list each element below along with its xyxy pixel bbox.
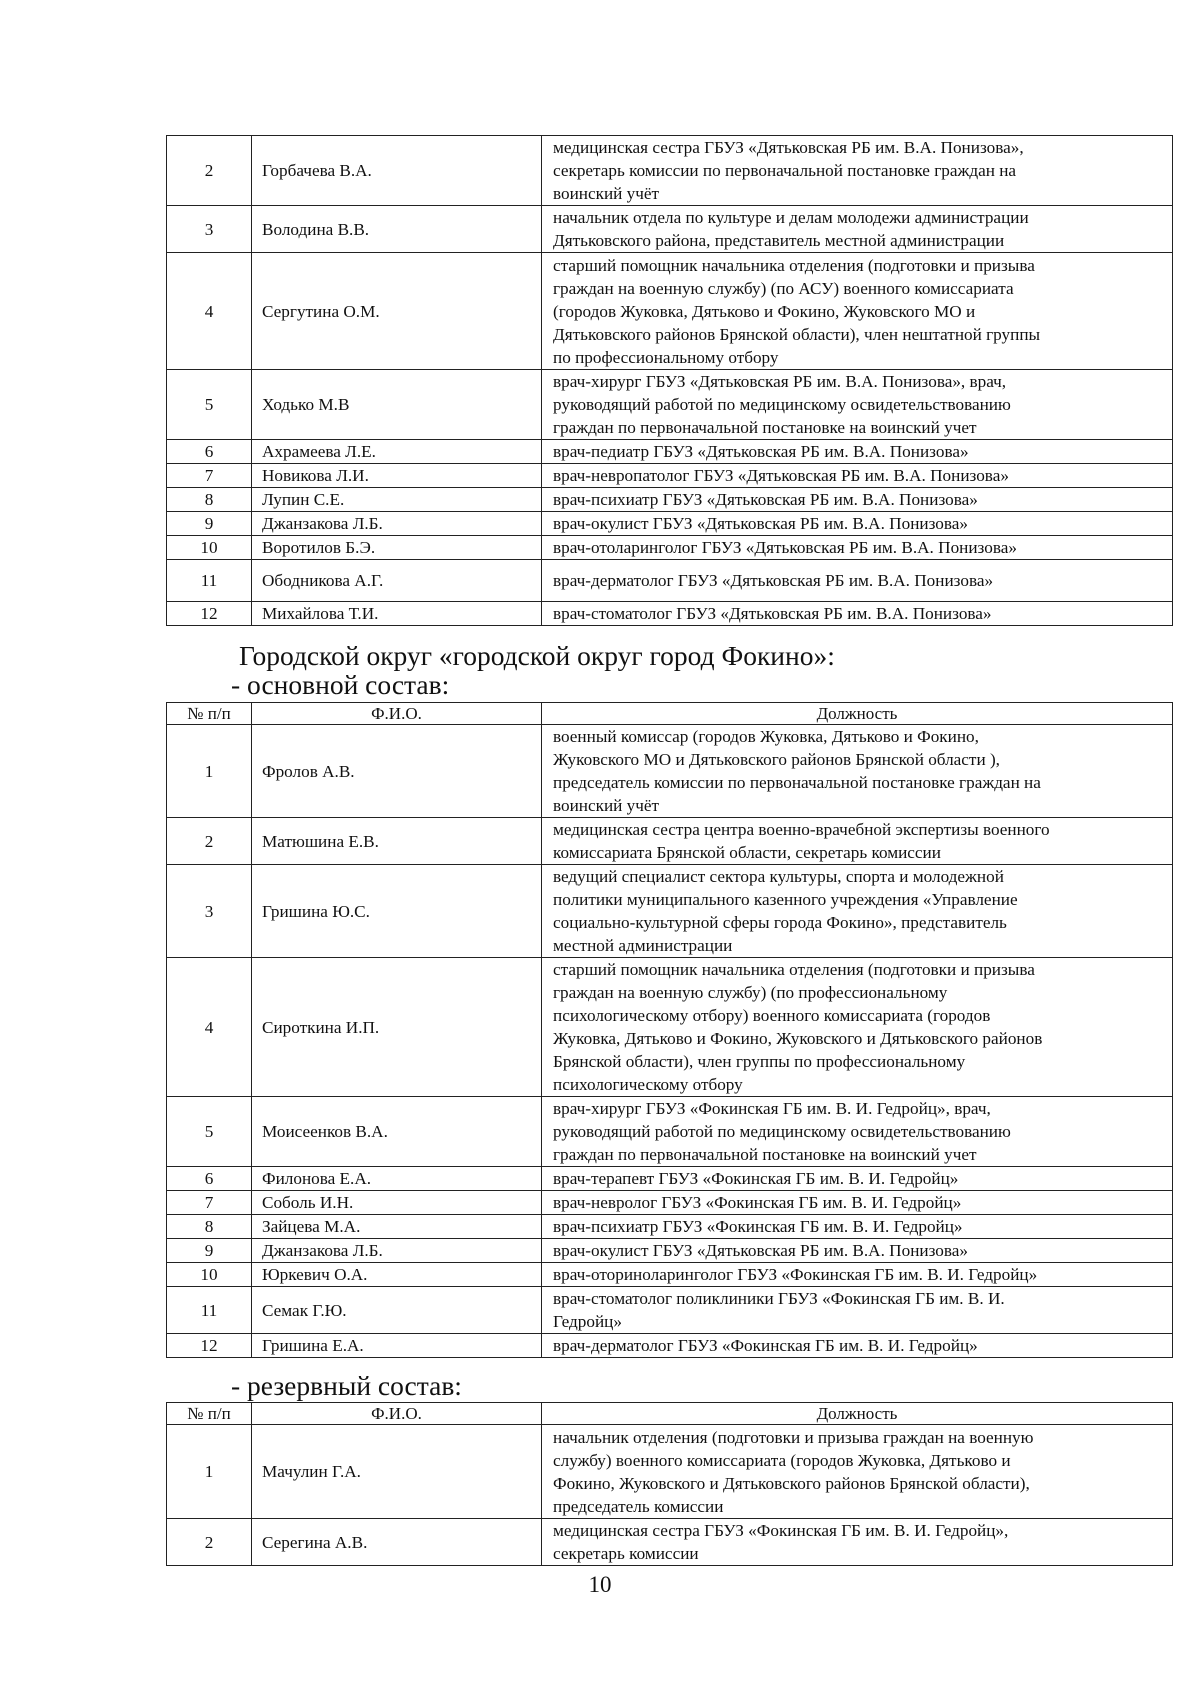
person-name: Воротилов Б.Э. — [252, 536, 542, 560]
person-name: Гришина Е.А. — [252, 1334, 542, 1358]
position-line: врач-стоматолог ГБУЗ «Дятьковская РБ им. В.А. Понизова» — [553, 604, 992, 623]
position-cell — [542, 1425, 1173, 1519]
header-position: Должность — [542, 1403, 1173, 1425]
personnel-table-top — [166, 135, 1173, 626]
table-row — [167, 1239, 1173, 1263]
position-line: врач-окулист ГБУЗ «Дятьковская РБ им. В.А. Понизова» — [553, 514, 968, 533]
row-number: 2 — [167, 136, 252, 206]
main-composition-label: - основной состав: — [231, 669, 450, 700]
table-row — [167, 818, 1173, 865]
position-line: Жуковского МО и Дятьковского районов Брянской области ), — [553, 750, 1000, 769]
personnel-table-main — [166, 702, 1173, 1358]
position-line: врач-педиатр ГБУЗ «Дятьковская РБ им. В.А. Понизова» — [553, 442, 969, 461]
row-number: 4 — [167, 958, 252, 1097]
position-line: ведущий специалист сектора культуры, спорта и молодежной — [553, 867, 1004, 886]
position-cell — [542, 725, 1173, 818]
position-cell — [542, 1334, 1173, 1358]
table-row — [167, 865, 1173, 958]
table-row — [167, 725, 1173, 818]
table-row — [167, 206, 1173, 253]
position-cell — [542, 602, 1173, 626]
person-name: Гришина Ю.С. — [252, 865, 542, 958]
row-number: 8 — [167, 1215, 252, 1239]
position-cell — [542, 1287, 1173, 1334]
position-cell — [542, 440, 1173, 464]
row-number: 2 — [167, 818, 252, 865]
position-line: врач-оториноларинголог ГБУЗ «Фокинская ГБ им. В. И. Гедройц» — [553, 1265, 1038, 1284]
person-name: Ахрамеева Л.Е. — [252, 440, 542, 464]
table-row — [167, 1215, 1173, 1239]
person-name: Серегина А.В. — [252, 1519, 542, 1566]
row-number: 4 — [167, 253, 252, 370]
position-line: врач-психиатр ГБУЗ «Дятьковская РБ им. В.А. Понизова» — [553, 490, 978, 509]
person-name: Сергутина О.М. — [252, 253, 542, 370]
header-fio: Ф.И.О. — [252, 703, 542, 725]
position-line: службу) военного комиссариата (городов Жуковка, Дятьково и — [553, 1450, 1011, 1470]
table-row — [167, 602, 1173, 626]
position-line: руководящий работой по медицинскому освидетельствованию — [553, 395, 1011, 414]
row-number: 7 — [167, 464, 252, 488]
header-fio: Ф.И.О. — [252, 1403, 542, 1425]
person-name: Горбачева В.А. — [252, 136, 542, 206]
header-row — [167, 1403, 1173, 1425]
position-line: воинский учёт — [553, 796, 660, 815]
section-title: Городской округ «городской округ город Фокино»: — [239, 640, 835, 671]
position-line: (городов Жуковка, Дятьково и Фокино, Жуковского МО и — [553, 301, 976, 321]
position-cell — [542, 818, 1173, 865]
position-line: врач-невролог ГБУЗ «Фокинская ГБ им. В. И. Гедройц» — [553, 1193, 962, 1212]
row-number: 9 — [167, 1239, 252, 1263]
position-cell — [542, 488, 1173, 512]
position-line: граждан по первоначальной постановке на воинский учет — [553, 418, 977, 437]
position-line: врач-окулист ГБУЗ «Дятьковская РБ им. В.А. Понизова» — [553, 1241, 968, 1260]
position-line: местной администрации — [553, 936, 733, 955]
position-line: политики муниципального казенного учреждения «Управление — [553, 890, 1018, 909]
position-line: врач-невропатолог ГБУЗ «Дятьковская РБ им. В.А. Понизова» — [553, 466, 1009, 485]
position-line: Фокино, Жуковского и Дятьковского районов Брянской области), — [553, 1473, 1030, 1493]
person-name: Ходько М.В — [252, 370, 542, 440]
position-line: комиссариата Брянской области, секретарь комиссии — [553, 843, 941, 862]
person-name: Сироткина И.П. — [252, 958, 542, 1097]
person-name: Семак Г.Ю. — [252, 1287, 542, 1334]
position-line: военный комиссар (городов Жуковка, Дятьково и Фокино, — [553, 727, 979, 746]
table-row — [167, 253, 1173, 370]
person-name: Фролов А.В. — [252, 725, 542, 818]
row-number: 9 — [167, 512, 252, 536]
table-row — [167, 1263, 1173, 1287]
table-row — [167, 1191, 1173, 1215]
position-line: социально-культурной сферы города Фокино», представитель — [553, 913, 1007, 932]
position-cell — [542, 536, 1173, 560]
table-row — [167, 560, 1173, 602]
table-row — [167, 1425, 1173, 1519]
position-line: медицинская сестра ГБУЗ «Дятьковская РБ им. В.А. Понизова», — [553, 138, 1024, 157]
position-line: врач-хирург ГБУЗ «Фокинская ГБ им. В. И. Гедройц», врач, — [553, 1099, 991, 1118]
person-name: Джанзакова Л.Б. — [252, 1239, 542, 1263]
person-name: Зайцева М.А. — [252, 1215, 542, 1239]
position-line: врач-психиатр ГБУЗ «Фокинская ГБ им. В. И. Гедройц» — [553, 1217, 963, 1236]
table-row — [167, 1097, 1173, 1167]
row-number: 1 — [167, 725, 252, 818]
table-row — [167, 370, 1173, 440]
row-number: 10 — [167, 1263, 252, 1287]
person-name: Моисеенков В.А. — [252, 1097, 542, 1167]
row-number: 11 — [167, 560, 252, 602]
position-cell — [542, 370, 1173, 440]
position-cell — [542, 560, 1173, 602]
row-number: 5 — [167, 1097, 252, 1167]
position-line: Жуковка, Дятьково и Фокино, Жуковского и Дятьковского районов — [553, 1029, 1043, 1048]
position-cell — [542, 1263, 1173, 1287]
position-cell — [542, 464, 1173, 488]
position-line: Гедройц» — [553, 1312, 622, 1331]
position-line: председатель комиссии — [553, 1496, 724, 1516]
table-row — [167, 512, 1173, 536]
header-num: № п/п — [167, 703, 252, 725]
person-name: Филонова Е.А. — [252, 1167, 542, 1191]
person-name: Юркевич О.А. — [252, 1263, 542, 1287]
row-number: 5 — [167, 370, 252, 440]
position-line: граждан на военную службу) (по профессиональному — [553, 983, 948, 1002]
row-number: 12 — [167, 1334, 252, 1358]
row-number: 6 — [167, 1167, 252, 1191]
position-cell — [542, 1097, 1173, 1167]
row-number: 3 — [167, 865, 252, 958]
position-line: граждан на военную службу) (по АСУ) военного комиссариата — [553, 278, 1014, 298]
row-number: 11 — [167, 1287, 252, 1334]
position-line: старший помощник начальника отделения (подготовки и призыва — [553, 255, 1035, 275]
header-row — [167, 703, 1173, 725]
position-line: врач-стоматолог поликлиники ГБУЗ «Фокинская ГБ им. В. И. — [553, 1289, 1005, 1308]
row-number: 3 — [167, 206, 252, 253]
table-row — [167, 1167, 1173, 1191]
reserve-composition-label: - резервный состав: — [231, 1370, 462, 1401]
person-name: Матюшина Е.В. — [252, 818, 542, 865]
person-name: Джанзакова Л.Б. — [252, 512, 542, 536]
position-cell — [542, 1239, 1173, 1263]
position-cell — [542, 1215, 1173, 1239]
position-line: врач-дерматолог ГБУЗ «Дятьковская РБ им. В.А. Понизова» — [553, 571, 994, 590]
position-cell — [542, 1191, 1173, 1215]
personnel-table-reserve — [166, 1402, 1173, 1566]
position-cell — [542, 253, 1173, 370]
position-cell — [542, 136, 1173, 206]
position-line: секретарь комиссии — [553, 1544, 699, 1563]
position-line: Дятьковского района, представитель местной администрации — [553, 231, 1005, 250]
position-line: по профессиональному отбору — [553, 347, 779, 367]
table-row — [167, 1334, 1173, 1358]
header-num: № п/п — [167, 1403, 252, 1425]
table-row — [167, 464, 1173, 488]
row-number: 10 — [167, 536, 252, 560]
row-number: 12 — [167, 602, 252, 626]
position-cell — [542, 1167, 1173, 1191]
person-name: Володина В.В. — [252, 206, 542, 253]
position-line: медицинская сестра ГБУЗ «Фокинская ГБ им. В. И. Гедройц», — [553, 1521, 1009, 1540]
person-name: Лупин С.Е. — [252, 488, 542, 512]
table-row — [167, 440, 1173, 464]
position-line: врач-дерматолог ГБУЗ «Фокинская ГБ им. В. И. Гедройц» — [553, 1336, 978, 1355]
position-line: старший помощник начальника отделения (подготовки и призыва — [553, 960, 1035, 979]
table-row — [167, 1519, 1173, 1566]
table-row — [167, 958, 1173, 1097]
person-name: Соболь И.Н. — [252, 1191, 542, 1215]
row-number: 1 — [167, 1425, 252, 1519]
row-number: 7 — [167, 1191, 252, 1215]
position-cell — [542, 512, 1173, 536]
table-row — [167, 1287, 1173, 1334]
position-cell — [542, 206, 1173, 253]
position-line: Дятьковского районов Брянской области), член нештатной группы — [553, 324, 1041, 344]
table-row — [167, 136, 1173, 206]
position-line: психологическому отбору) военного комиссариата (городов — [553, 1006, 991, 1025]
row-number: 2 — [167, 1519, 252, 1566]
person-name: Новикова Л.И. — [252, 464, 542, 488]
position-line: врач-терапевт ГБУЗ «Фокинская ГБ им. В. И. Гедройц» — [553, 1169, 959, 1188]
position-cell — [542, 865, 1173, 958]
person-name: Михайлова Т.И. — [252, 602, 542, 626]
row-number: 6 — [167, 440, 252, 464]
position-line: врач-отоларинголог ГБУЗ «Дятьковская РБ им. В.А. Понизова» — [553, 538, 1017, 557]
table-row — [167, 536, 1173, 560]
person-name: Мачулин Г.А. — [252, 1425, 542, 1519]
position-cell — [542, 1519, 1173, 1566]
table-row — [167, 488, 1173, 512]
position-line: Брянской области), член группы по профессиональному — [553, 1052, 966, 1071]
position-line: секретарь комиссии по первоначальной постановке граждан на — [553, 161, 1017, 180]
header-position: Должность — [542, 703, 1173, 725]
position-line: медицинская сестра центра военно-врачебной экспертизы военного — [553, 820, 1050, 839]
position-line: воинский учёт — [553, 184, 660, 203]
position-line: начальник отделения (подготовки и призыва граждан на военную — [553, 1427, 1034, 1447]
position-line: психологическому отбору — [553, 1075, 743, 1094]
row-number: 8 — [167, 488, 252, 512]
position-line: врач-хирург ГБУЗ «Дятьковская РБ им. В.А. Понизова», врач, — [553, 372, 1007, 391]
position-line: руководящий работой по медицинскому освидетельствованию — [553, 1122, 1011, 1141]
position-line: граждан по первоначальной постановке на воинский учет — [553, 1145, 977, 1164]
position-line: начальник отдела по культуре и делам молодежи администрации — [553, 208, 1029, 227]
person-name: Ободникова А.Г. — [252, 560, 542, 602]
position-cell — [542, 958, 1173, 1097]
position-line: председатель комиссии по первоначальной постановке граждан на — [553, 773, 1041, 792]
page-number: 10 — [588, 1572, 612, 1597]
